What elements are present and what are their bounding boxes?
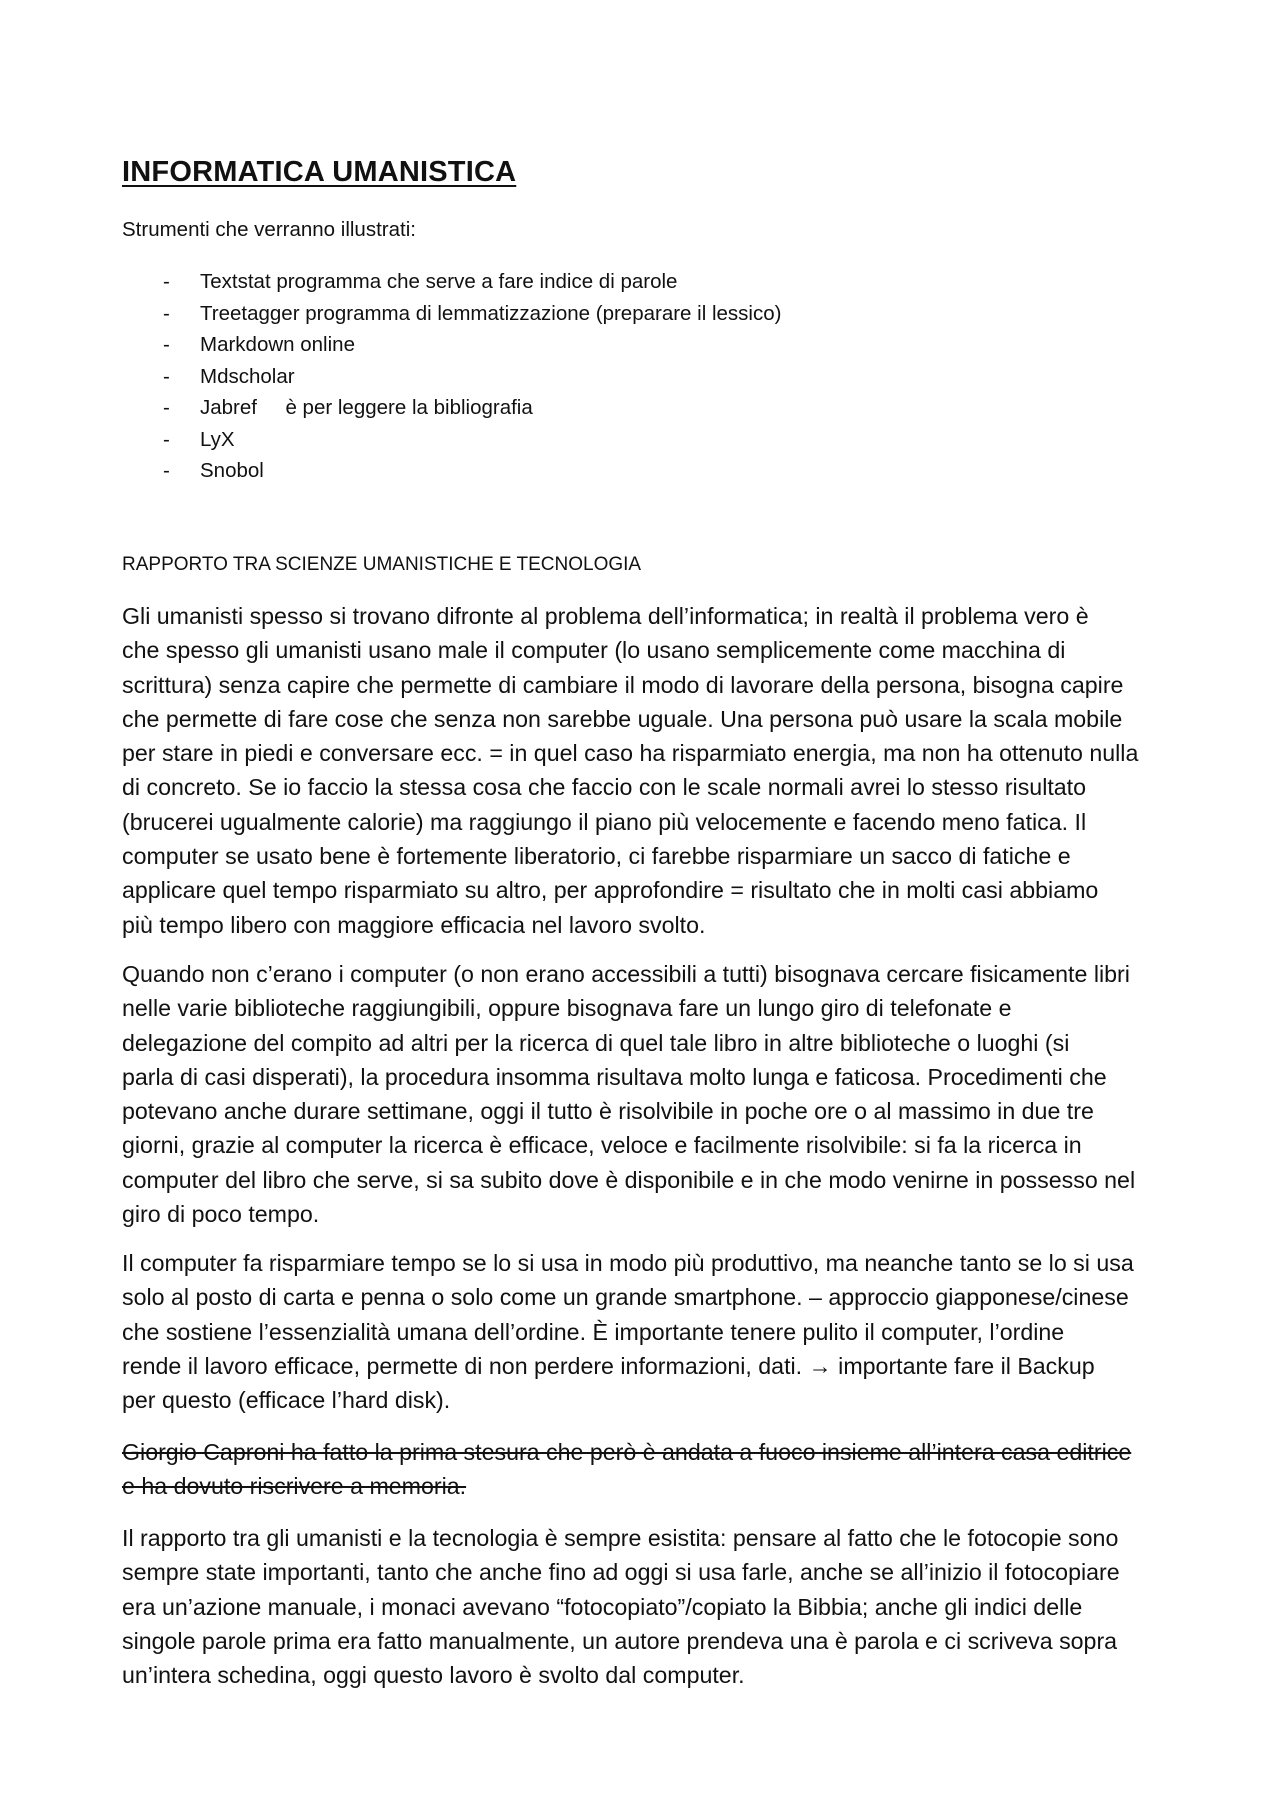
- strikethrough-paragraph: Giorgio Caproni ha fatto la prima stesura che però è andata a fuoco insieme all’intera casa editrice e ha dovuto riscrivere a memoria.: [122, 1439, 1132, 1500]
- list-item-text: Jabref è per leggere la bibliografia: [200, 396, 533, 419]
- list-item: [122, 392, 781, 424]
- bullet-dash: -: [163, 364, 170, 388]
- tools-list: [122, 266, 781, 487]
- bullet-dash: -: [163, 333, 170, 356]
- bullet-dash: -: [163, 396, 170, 419]
- list-item-text: Snobol: [200, 459, 264, 482]
- body-paragraph: Gli umanisti spesso si trovano difronte al problema dell’informatica; in realtà il problema vero è che spesso gli umanisti usano male il computer (lo usano semplicemente come macchina di scrittura) senza capire che permette di cambiare il modo di lavorare della persona, bisogna capire che permette di fare cose che senza non sarebbe uguale. Una persona può usare la scala mobile per stare in piedi e conversare ecc. = in quel caso ha risparmiato energia, ma non ha ottenuto nulla di concreto. Se io faccio la stessa cosa che faccio con le scale normali avrei lo stesso risultato (brucerei ugualmente calorie) ma raggiungo il piano più velocemente e facendo meno fatica. Il computer se usato bene è fortemente liberatorio, ci farebbe risparmiare un sacco di fatiche e applicare quel tempo risparmiato su altro, per approfondire = risultato che in molti casi abbiamo più tempo libero con maggiore efficacia nel lavoro svolto.: [122, 603, 1139, 938]
- tools-intro: Strumenti che verranno illustrati:: [122, 218, 416, 241]
- body-paragraph: Il rapporto tra gli umanisti e la tecnologia è sempre esistita: pensare al fatto che le fotocopie sono sempre state importanti, tanto che anche fino ad oggi si usa farle, anche se all’inizio il fotocopiare era un’azione manuale, i monaci avevano “fotocopiato”/copiato la Bibbia; anche gli indici delle singole parole prima era fatto manualmente, un autore prendeva una è parola e ci scriveva sopra un’intera schedina, oggi questo lavoro è svolto dal computer.: [122, 1525, 1120, 1689]
- list-item-text: Treetagger programma di lemmatizzazione (preparare il lessico): [200, 301, 782, 325]
- list-item: [122, 424, 781, 456]
- list-item: [122, 329, 781, 361]
- body-paragraph: Quando non c’erano i computer (o non erano accessibili a tutti) bisognava cercare fisicamente libri nelle varie biblioteche raggiungibili, oppure bisognava fare un lungo giro di telefonate e delegazione del compito ad altri per la ricerca di quel tale libro in altre biblioteche o luoghi (si parla di casi disperati), la procedura insomma risultava molto lunga e faticosa. Procedimenti che potevano anche durare settimane, oggi il tutto è risolvibile in poche ore o al massimo in due tre giorni, grazie al computer la ricerca è efficace, veloce e facilmente risolvibile: si fa la ricerca in computer del libro che serve, si sa subito dove è disponibile e in che modo venirne in possesso nel giro di poco tempo.: [122, 961, 1136, 1228]
- list-item-text: Markdown online: [200, 333, 355, 356]
- bullet-dash: -: [163, 301, 170, 325]
- list-item-text: Textstat programma che serve a fare indice di parole: [200, 270, 678, 293]
- list-item-text: LyX: [200, 427, 235, 451]
- document-title: INFORMATICA UMANISTICA: [122, 156, 517, 188]
- bullet-dash: -: [163, 459, 170, 482]
- list-item: [122, 361, 781, 393]
- list-item-text: Mdscholar: [200, 364, 295, 388]
- list-item: [122, 455, 781, 487]
- body-paragraph: Il computer fa risparmiare tempo se lo si usa in modo più produttivo, ma neanche tanto se lo si usa solo al posto di carta e penna o solo come un grande smartphone. – approccio giapponese/cinese che sostiene l’essenzialità umana dell’ordine. È importante tenere pulito il computer, l’ordine rende il lavoro efficace, permette di non perdere informazioni, dati. → importante fare il Backup per questo (efficace l’hard disk).: [122, 1250, 1134, 1414]
- section-heading: RAPPORTO TRA SCIENZE UMANISTICHE E TECNOLOGIA: [122, 554, 642, 575]
- list-item: [122, 298, 781, 330]
- bullet-dash: -: [163, 427, 170, 451]
- list-item: [122, 266, 781, 298]
- bullet-dash: -: [163, 270, 170, 293]
